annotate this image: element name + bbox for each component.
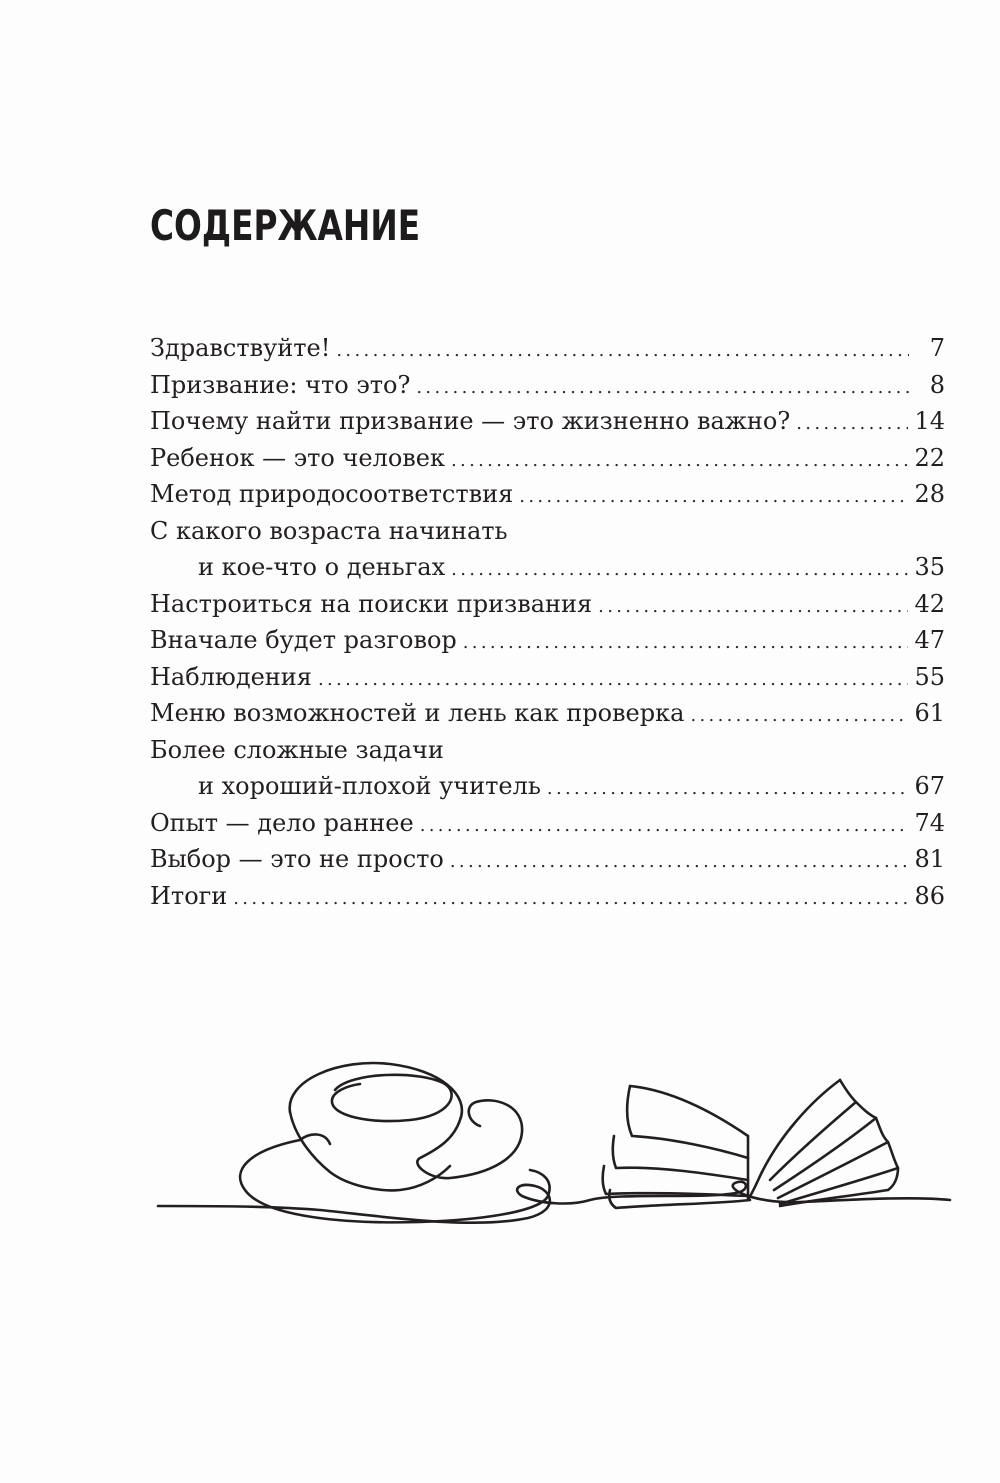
toc-entry-title: Вначале будет разговор xyxy=(150,626,457,654)
toc-entry[interactable] xyxy=(150,367,945,404)
toc-entry[interactable] xyxy=(150,622,945,659)
dot-leader xyxy=(796,406,908,443)
toc-entry-title: Опыт — дело раннее xyxy=(150,808,414,837)
dot-leader xyxy=(336,333,909,370)
dot-leader xyxy=(547,771,909,808)
toc-entry-page: 61 xyxy=(914,699,945,727)
toc-entry-first-line[interactable] xyxy=(150,513,945,550)
toc-entry-title: Выбор — это не просто xyxy=(150,845,444,873)
line-art-illustration xyxy=(150,1040,960,1240)
open-book-icon xyxy=(603,1080,898,1208)
dot-leader xyxy=(318,662,909,699)
toc-entry-title: Метод природосоответствия xyxy=(150,480,514,508)
toc-entry-continuation[interactable] xyxy=(150,768,945,805)
toc-entry-title: Настроиться на поиски призвания xyxy=(150,589,593,618)
toc-entry-title: и хороший-плохой учитель xyxy=(198,772,541,800)
toc-entry-page: 7 xyxy=(929,334,945,362)
dot-leader xyxy=(451,552,908,589)
toc-entry-page: 67 xyxy=(914,772,945,800)
toc-entry-title: Призвание: что это? xyxy=(150,370,411,399)
toc-entry-page: 86 xyxy=(914,881,945,910)
toc-entry-continuation[interactable] xyxy=(150,549,945,586)
dot-leader xyxy=(598,589,908,626)
toc-entry[interactable] xyxy=(150,476,945,513)
toc-entry-first-line[interactable] xyxy=(150,732,945,769)
dot-leader xyxy=(690,698,908,735)
toc-entry-title: Здравствуйте! xyxy=(150,334,331,362)
toc-entry-title: Более сложные задачи xyxy=(150,735,444,764)
toc-entry-title: Наблюдения xyxy=(150,662,312,691)
toc-entry[interactable] xyxy=(150,330,945,367)
dot-leader xyxy=(519,479,908,516)
toc-entry-page: 22 xyxy=(914,443,945,472)
toc-entry-page: 14 xyxy=(914,407,945,435)
toc-entry-page: 55 xyxy=(914,662,945,691)
toc-entry-title: Итоги xyxy=(150,881,228,910)
toc-entry-title: и кое-что о деньгах xyxy=(198,553,446,581)
toc-entry-page: 42 xyxy=(914,589,945,618)
toc-entry-title: С какого возраста начинать xyxy=(150,516,508,545)
table-of-contents xyxy=(150,330,945,914)
toc-entry-title: Почему найти призвание — это жизненно важно? xyxy=(150,407,791,435)
page-title: СОДЕРЖАНИЕ xyxy=(150,201,421,250)
toc-entry-page: 47 xyxy=(914,626,945,654)
toc-entry-page: 35 xyxy=(914,553,945,581)
toc-entry-title: Меню возможностей и лень как проверка xyxy=(150,699,685,727)
dot-leader xyxy=(463,625,909,662)
toc-entry[interactable] xyxy=(150,878,945,915)
dot-leader xyxy=(233,881,908,918)
toc-entry-title: Ребенок — это человек xyxy=(150,443,445,472)
toc-entry[interactable] xyxy=(150,659,945,696)
toc-entry[interactable] xyxy=(150,695,945,732)
toc-entry-page: 8 xyxy=(929,370,945,399)
toc-entry[interactable] xyxy=(150,440,945,477)
toc-entry[interactable] xyxy=(150,805,945,842)
dot-leader xyxy=(420,808,909,845)
toc-entry-page: 81 xyxy=(914,845,945,873)
toc-entry-page: 74 xyxy=(914,808,945,837)
toc-entry[interactable] xyxy=(150,586,945,623)
dot-leader xyxy=(450,844,909,881)
toc-entry[interactable] xyxy=(150,403,945,440)
toc-entry-page: 28 xyxy=(914,480,945,508)
toc-entry[interactable] xyxy=(150,841,945,878)
dot-leader xyxy=(416,370,909,407)
dot-leader xyxy=(451,443,908,480)
